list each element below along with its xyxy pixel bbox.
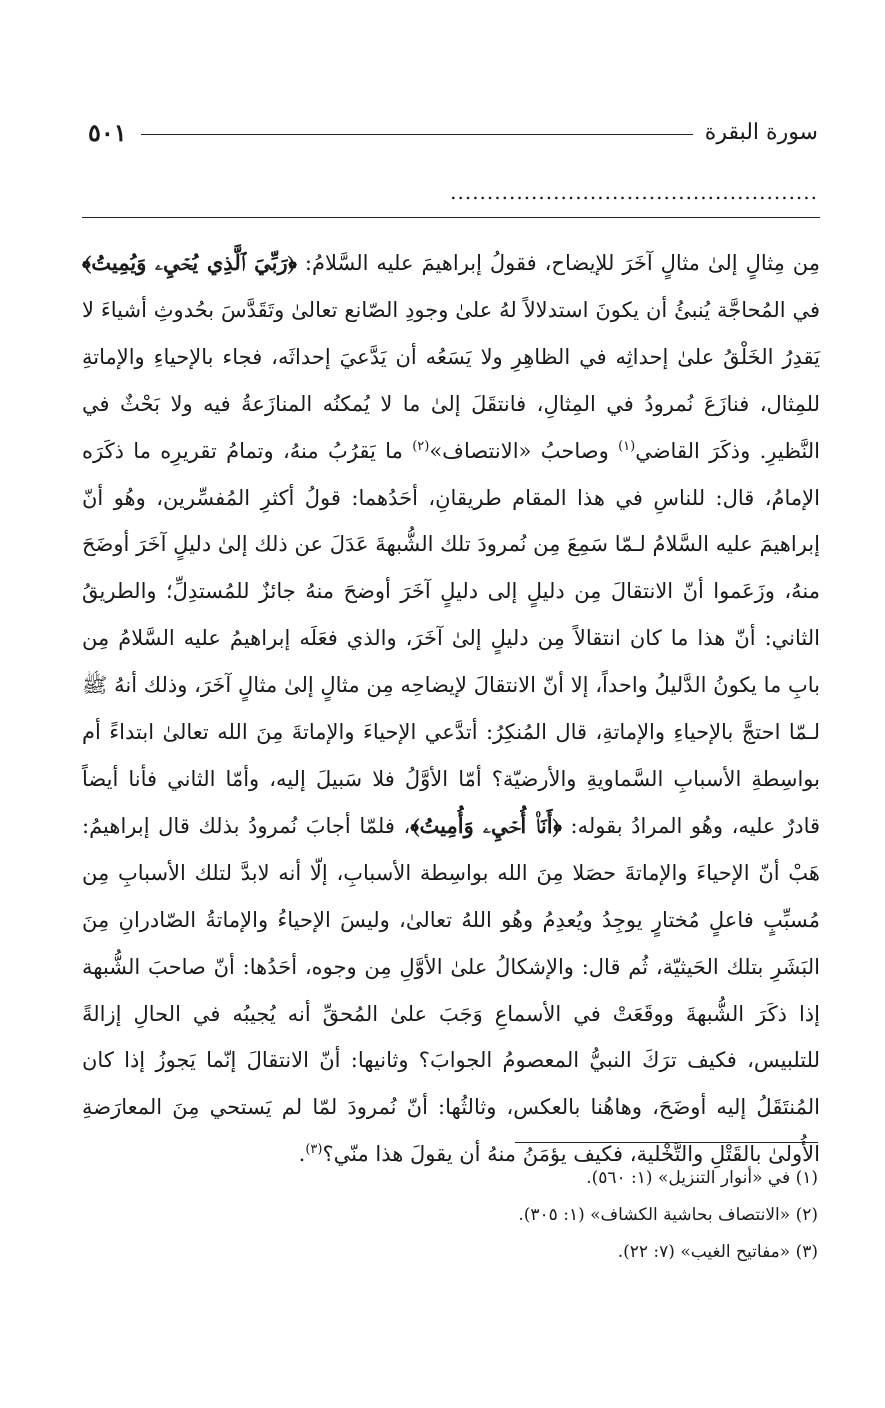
footnote: (١) في «أنوار التنزيل» (١: ٥٦٠). [586,1168,818,1188]
footnotes [82,1160,818,1271]
footnote: (٢) «الانتصاف بحاشية الكشاف» (١: ٣٠٥). [518,1205,818,1225]
footnote-ref[interactable]: (١) [618,438,636,454]
footnote-ref[interactable]: (٢) [412,438,430,454]
paragraph [82,240,820,1178]
text-run: مِن مِثالٍ إلىٰ مثالٍ آخَرَ للإيضاح، فقولُ إبراهيمَ عليه السَّلامُ: [296,251,821,275]
main-text [82,240,821,1167]
text-run: . [298,1142,306,1167]
dotted-line: .................................................. [450,182,818,202]
header-rule [141,134,693,135]
footnote-ref[interactable]: (٣) [305,1142,323,1158]
text-run: في المُحاجَّة يُنبئُ أن يكونَ استدلالاً لهُ علىٰ وجودِ الصّانع تعالىٰ وتَقَدَّسَ بحُدوثِ أشياءَ لا يَقدِرُ الخَلْقُ علىٰ إحداثِه في الظاهِرِ ولا يَسَعُه أن يَدَّعيَ إحداثَه، فجاء بالإحياءِ والإماتةِ للمِثال، فنازَعَ نُمرودُ في المِثالِ، فانتقَلَ إلىٰ ما لا يُمكنُه المنازَعةُ فيه ولا بَحْثٌ في النَّظيرِ. وذكَرَ القاضي [82,297,820,463]
text-run: ما يَقرُبُ منهُ، وتمامُ تقريرِه ما ذكَرَه الإمامُ، قال: للناسِ في هذا المقام طريقانِ، أحَدُهما: قولُ أكثرِ المُفسِّرين، وهُو أنّ إبراهيمَ عليه السَّلامُ لـمّا سَمِعَ مِن نُمرودَ تلك الشُّبهةَ عَدَلَ عن ذلك إلىٰ دليلٍ آخَرَ أوضَحَ منهُ، وزَعَموا أنّ الانتقالَ مِن دليلٍ إلى دليلٍ آخَرَ أوضحَ منهُ جائزٌ للمُستدِلِّ؛ والطريقُ الثاني: أنّ هذا ما كان انتقالاً مِن دليلٍ إلىٰ آخَرَ، والذي فعَلَه إبراهيمُ عليه السَّلامُ مِن بابِ ما يكونُ الدَّليلُ واحداً، إلا أنّ الانتقالَ لإيضاحِه مِن مثالٍ إلىٰ مثالٍ آخَرَ، وذلك أنهُ ﷺ لـمّا احتجَّ بالإحياءِ والإماتةِ، قال المُنكِرُ: أتدَّعي الإحياءَ والإماتةَ مِنَ الله تعالىٰ ابتداءً أم بواسِطةِ الأسبابِ السَّماويةِ والأرضيّة؟ أمّا الأوَّلُ فلا سَبيلَ إليه، وأمّا الثاني فأنا أيضاً قادرٌ عليه، وهُو المرادُ بقوله: [82,438,821,838]
quran-verse: ﴿أَنَا۠ أُحۡيِۦ وَأُمِيتُ﴾ [410,812,562,838]
surah-title: سورة البقرة [704,119,818,145]
top-rule [82,217,820,218]
page-header [88,112,818,152]
text-run: ، فلمّا أجابَ نُمرودُ بذلك قال إبراهيمُ: هَبْ أنّ الإحياءَ والإماتةَ حصَلا مِنَ الله بواسِطة الأسبابِ، إلّا أنه لابدَّ لتلك الأسبابِ مِن مُسبِّبٍ فاعلٍ مُختارٍ يوجِدُ ويُعدِمُ وهُو اللهُ تعالىٰ، وليسَ الإحياءُ والإماتةُ الصّادرانِ مِنَ البَشَرِ بتلك الحَيثيّة، ثُم قال: والإشكالُ علىٰ الأوَّلِ مِن وجوه، أحَدُها: أنّ صاحبَ الشُّبهة إذا ذكَرَ الشُّبهةَ ووقَعَتْ في الأسماعِ وَجَبَ علىٰ المُحقِّ أنه يُجيبُه في الحالِ إزالةً للتلبيس، فكيف ترَكَ النبيُّ المعصومُ الجوابَ؟ وثانيها: أنّ الانتقالَ إنّما يَجوزُ إذا كان المُنتَقَلُ إليه أوضَحَ، وهاهُنا بالعكس، وثالثُها: أنّ نُمرودَ لمّا لم يَستحي مِنَ المعارَضةِ الأُولىٰ بالقَتْلِ والتَّخْلية، فكيف يؤمَنُ منهُ أن يقولَ هذا منّي؟ [82,813,820,1167]
footnote-rule [515,1142,818,1143]
quran-verse: ﴿رَبِّيَ ٱلَّذِي يُحۡيِۦ وَيُمِيتُ﴾ [82,250,297,275]
text-run: وصاحبُ «الانتصاف» [429,438,619,463]
footnote: (٣) «مفاتيح الغيب» (٧: ٢٢). [617,1242,818,1262]
page-number: ٥٠١ [88,117,127,147]
